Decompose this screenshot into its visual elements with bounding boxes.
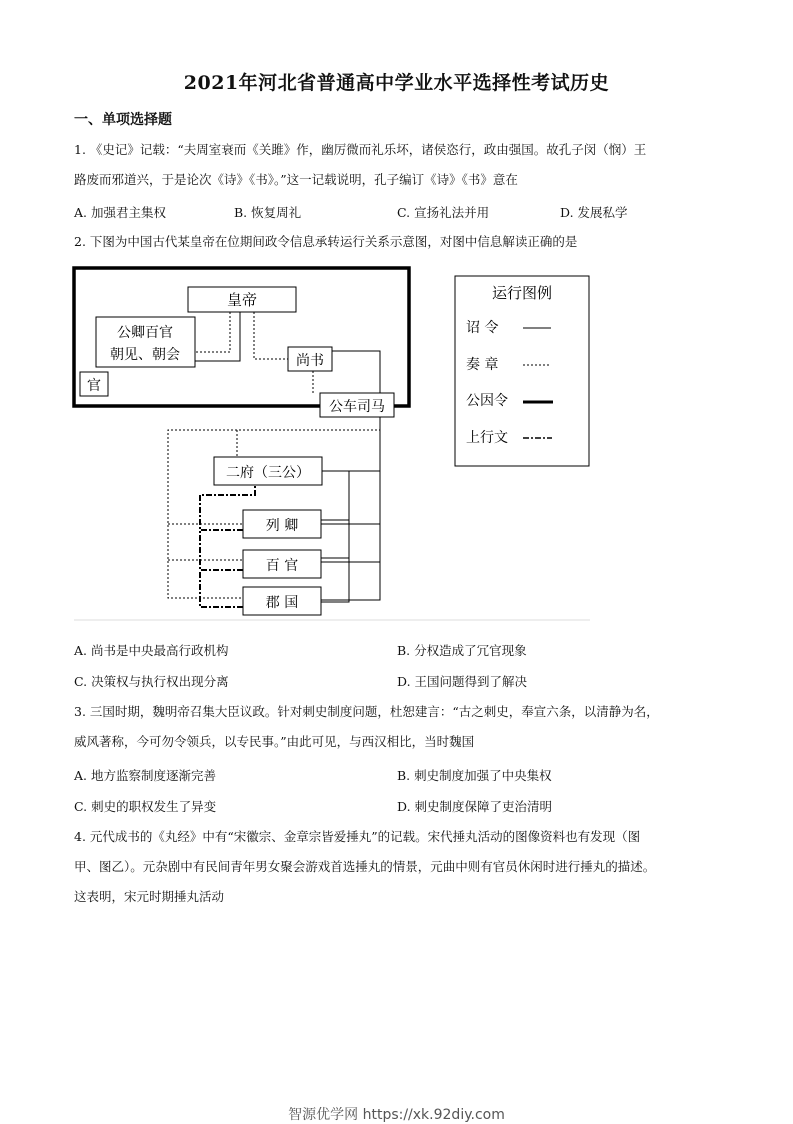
- node-gongqing-line1: 公卿百官: [117, 325, 173, 341]
- q2-option-d: D. 王国问题得到了解决: [397, 674, 528, 689]
- q3-option-d: D. 刺史制度保障了吏治清明: [397, 799, 553, 814]
- question-1-stem: [74, 135, 724, 195]
- question-1-line-2: 路废而邪道兴，于是论次《诗》《书》。”这一记载说明，孔子编订《诗》《书》意在: [74, 172, 518, 187]
- question-3-line-2: 威风著称，今可勿令领兵，以专民事。”由此可见，与西汉相比，当时魏国: [74, 734, 475, 749]
- node-baiguan: 百 官: [265, 558, 299, 574]
- node-lieqing: 列 卿: [265, 518, 299, 534]
- node-gongche-sima: 公车司马: [329, 399, 385, 415]
- political-flow-diagram: [0, 260, 793, 640]
- node-emperor: 皇帝: [226, 291, 258, 309]
- node-gongqing-line2: 朝见、朝会: [110, 347, 180, 363]
- q1-option-d: D. 发展私学: [560, 205, 628, 220]
- legend-title: 运行图例: [491, 284, 553, 302]
- q2-option-b: B. 分权造成了冗官现象: [397, 643, 527, 658]
- question-4-line-1: 4. 元代成书的《丸经》中有“宋徽宗、金章宗皆爱捶丸”的记载。宋代捶丸活动的图像资料也有发现（图: [74, 829, 641, 844]
- q1-option-a: A. 加强君主集权: [74, 205, 166, 220]
- q3-option-c: C. 刺史的职权发生了异变: [74, 799, 217, 814]
- question-2-stem: 2. 下图为中国古代某皇帝在位期间政令信息承转运行关系示意图，对图中信息解读正确的是: [74, 234, 578, 249]
- q1-option-b: B. 恢复周礼: [234, 205, 302, 220]
- question-3-line-1: 3. 三国时期，魏明帝召集大臣议政。针对刺史制度问题，杜恕建言：“古之刺史，奉宣六条，以清静为名，: [74, 704, 659, 719]
- q3-option-b: B. 刺史制度加强了中央集权: [397, 768, 552, 783]
- q3-option-a: A. 地方监察制度逐渐完善: [74, 768, 216, 783]
- watermark-footer: 智源优学网 https://xk.92diy.com: [288, 1107, 505, 1123]
- node-junguo: 郡 国: [265, 595, 299, 611]
- q1-option-c: C. 宣扬礼法并用: [397, 205, 490, 220]
- question-3-stem: [74, 697, 724, 757]
- legend-official-order-label: 公因令: [466, 393, 508, 409]
- node-erfu: 二府（三公）: [226, 465, 310, 481]
- section-heading: 一、单项选择题: [74, 112, 172, 128]
- q2-option-a: A. 尚书是中央最高行政机构: [74, 643, 229, 658]
- q2-option-c: C. 决策权与执行权出现分离: [74, 674, 229, 689]
- question-1-line-1: 1. 《史记》记载：“夫周室衰而《关雎》作，幽厉微而礼乐坏，诸侯恣行，政由强国。故孔子闵（悯）王: [74, 142, 647, 157]
- legend-upward-doc-label: 上行文: [466, 430, 508, 446]
- page-title: 2021年河北省普通高中学业水平选择性考试历史: [183, 72, 610, 94]
- question-4-line-2: 甲、图乙）。元杂剧中有民间青年男女聚会游戏首选捶丸的情景，元曲中则有官员休闲时进行捶丸的描述。: [74, 859, 656, 874]
- legend-edict-label: 诏 令: [466, 320, 499, 336]
- question-4-stem: [74, 822, 724, 912]
- node-shangshu: 尚书: [296, 353, 324, 369]
- legend-memorial-label: 奏 章: [466, 357, 499, 373]
- node-guan: 官: [87, 378, 101, 394]
- question-4-line-3: 这表明，宋元时期捶丸活动: [74, 889, 225, 904]
